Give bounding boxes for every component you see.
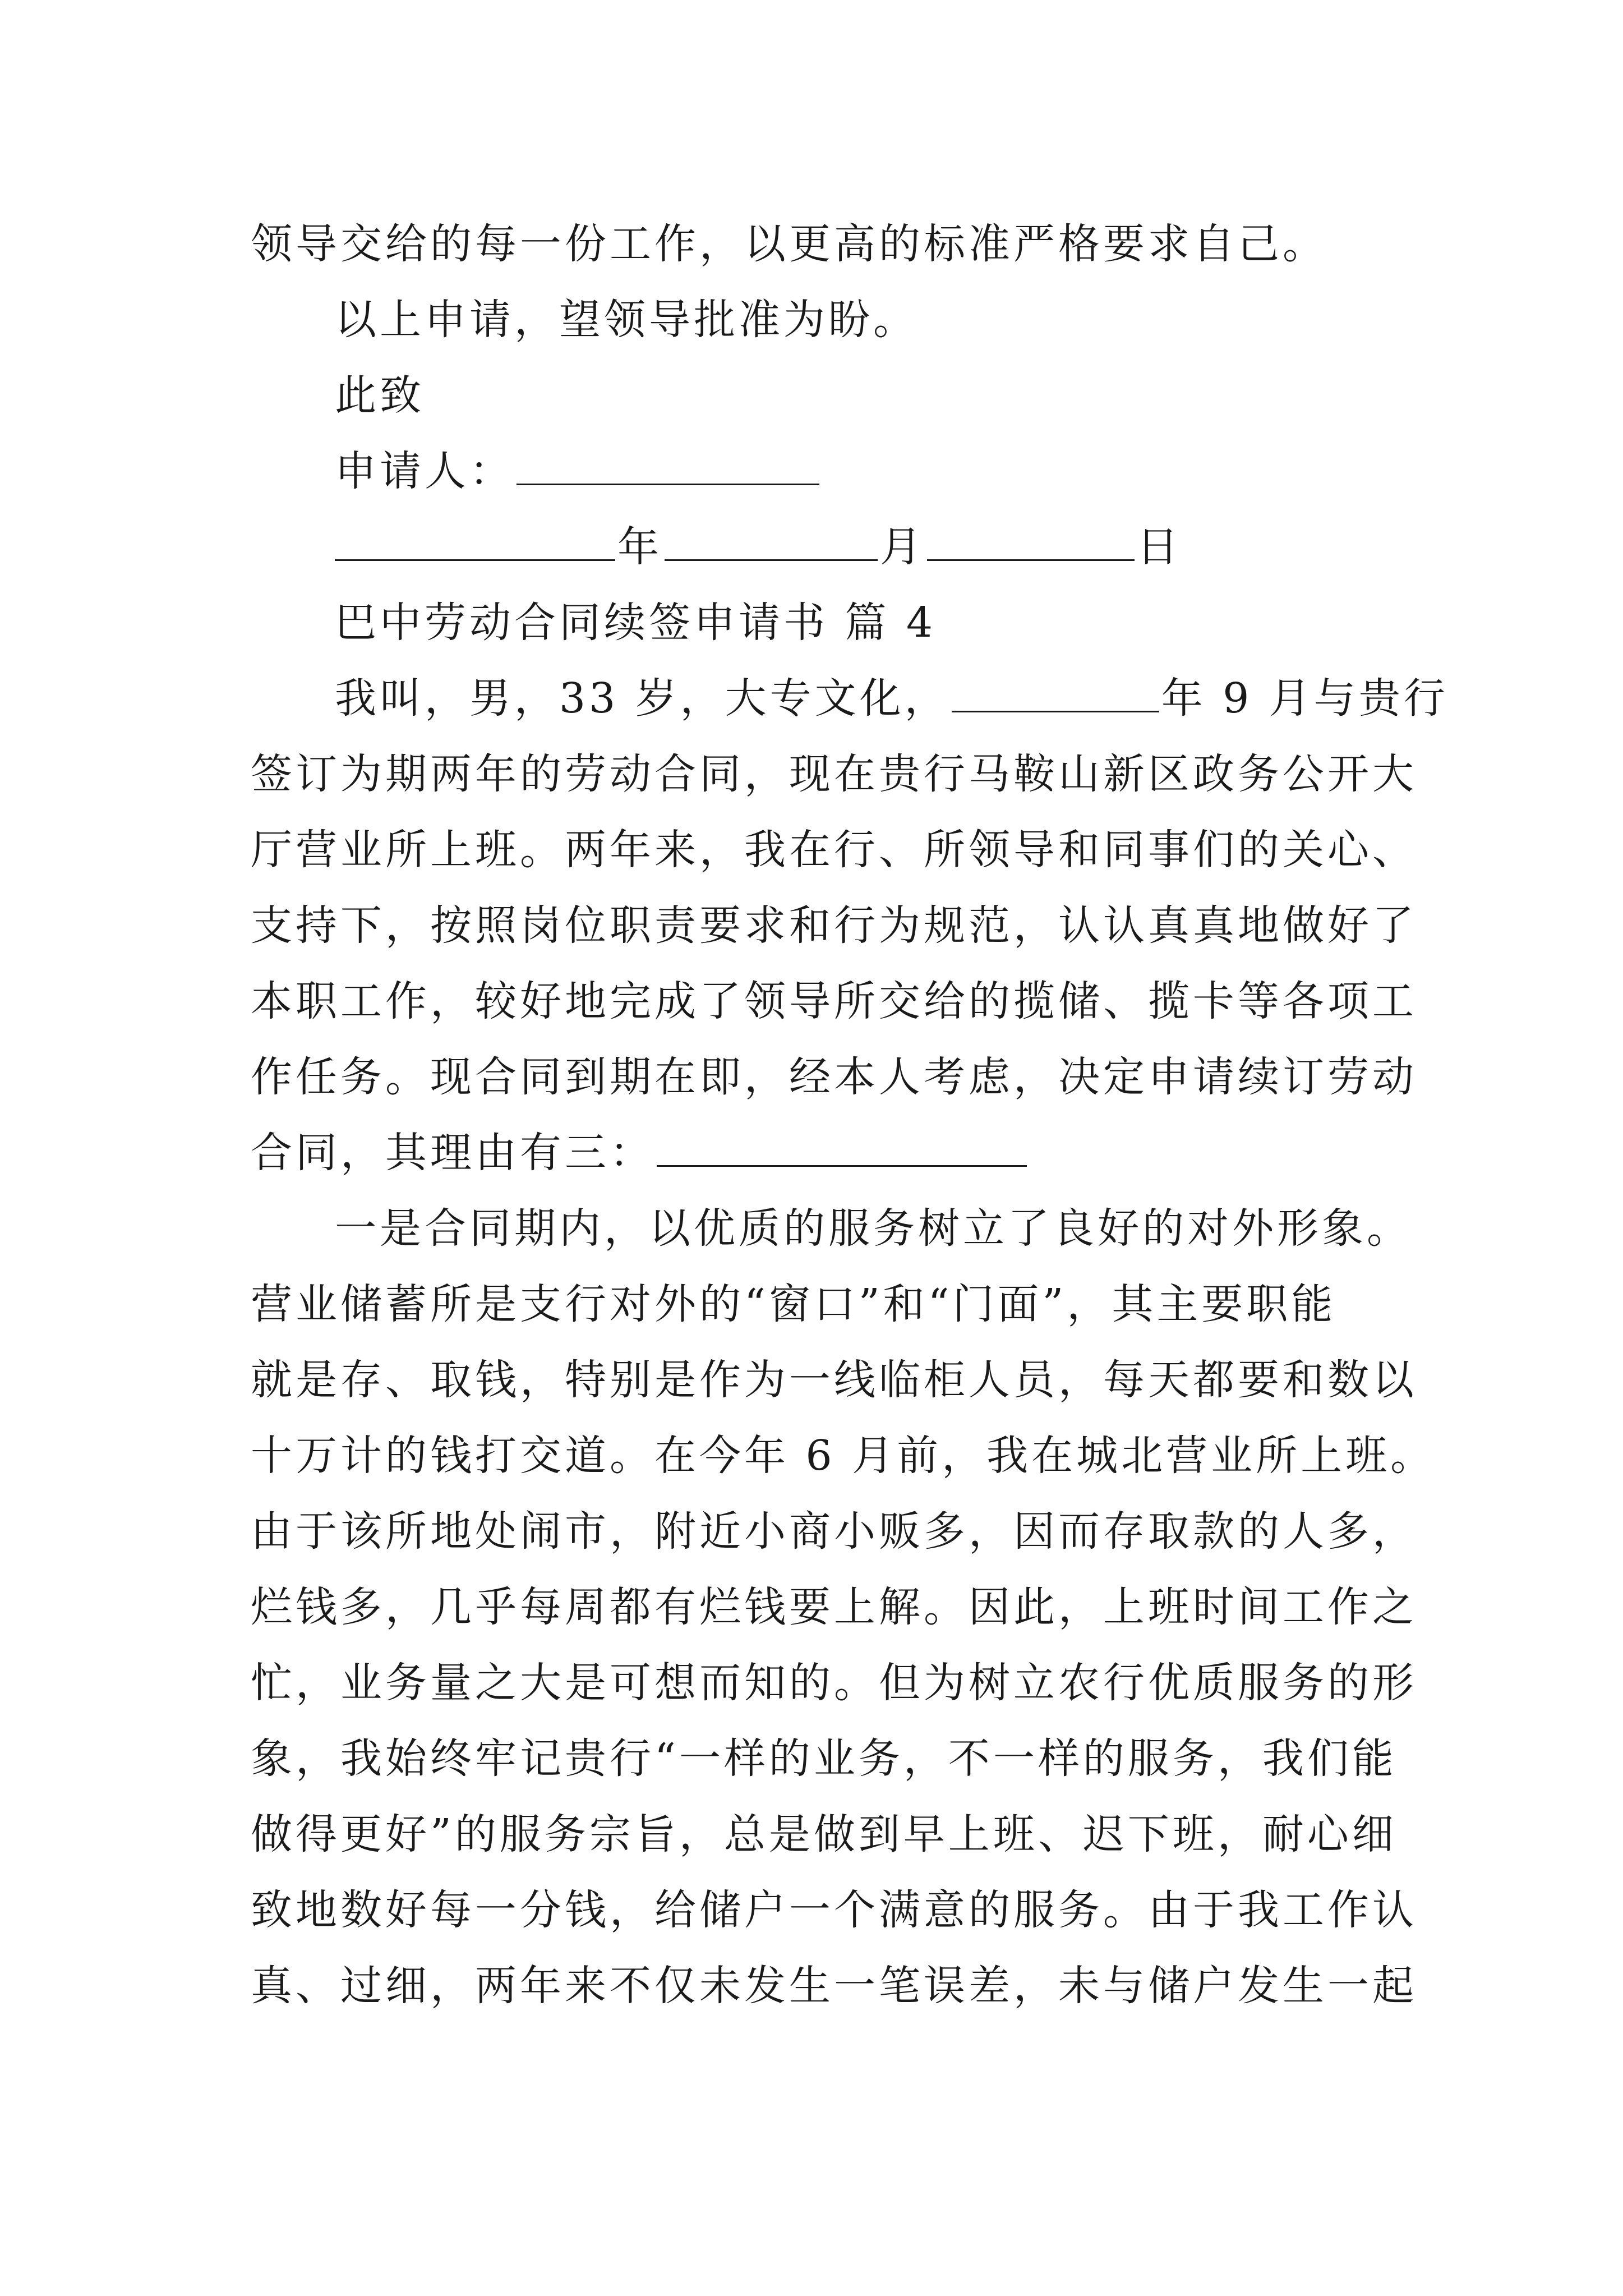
paragraph-line: 本职工作，较好地完成了领导所交给的揽储、揽卡等各项工 [251, 977, 1417, 1025]
paragraph-line: 十万计的钱打交道。在今年 6 月前，我在城北营业所上班。 [251, 1432, 1436, 1480]
paragraph-line: 象，我始终牢记贵行“一样的业务，不一样的服务，我们能 [251, 1734, 1397, 1783]
applicant-label: 申请人： [335, 447, 514, 495]
paragraph-line: 由于该所地处闹市，附近小商小贩多，因而存取款的人多， [251, 1507, 1417, 1556]
date-line [335, 519, 1182, 575]
paragraph-line [335, 670, 1449, 726]
paragraph-line: 领导交给的每一份工作，以更高的标准严格要求自己。 [251, 220, 1327, 268]
month-label: 月 [880, 523, 925, 571]
intro-text: 我叫，男，33 岁，大专文化， [335, 674, 949, 723]
day-blank [927, 520, 1135, 561]
year-blank [335, 520, 615, 561]
paragraph-line: 忙，业务量之大是可想而知的。但为树立农行优质服务的形 [251, 1659, 1417, 1707]
year-label: 年 [617, 523, 662, 571]
salutation-line: 此致 [335, 371, 425, 420]
request-line: 以上申请，望领导批准为盼。 [335, 296, 918, 344]
paragraph-line: 营业储蓄所是支行对外的“窗口”和“门面”，其主要职能 [251, 1280, 1336, 1328]
applicant-line [335, 443, 822, 499]
day-label: 日 [1137, 523, 1182, 571]
reasons-blank [657, 1126, 1027, 1167]
applicant-blank [517, 444, 819, 485]
paragraph-line: 真、过细，两年来不仅未发生一笔误差，未与储户发生一起 [251, 1962, 1417, 2010]
paragraph-line [251, 1125, 1029, 1181]
paragraph-line: 做得更好”的服务宗旨，总是做到早上班、迟下班，耐心细 [251, 1810, 1397, 1858]
paragraph-line: 支持下，按照岗位职责要求和行为规范，认认真真地做好了 [251, 901, 1417, 950]
paragraph-line: 烂钱多，几乎每周都有烂钱要上解。因此，上班时间工作之 [251, 1583, 1417, 1631]
intro-text-cont: 年 9 月与贵行 [1161, 674, 1449, 723]
paragraph-line: 致地数好每一分钱，给储户一个满意的服务。由于我工作认 [251, 1886, 1417, 1934]
reasons-text: 合同，其理由有三： [251, 1129, 654, 1177]
paragraph-line: 就是存、取钱，特别是作为一线临柜人员，每天都要和数以 [251, 1356, 1417, 1404]
paragraph-line: 一是合同期内，以优质的服务树立了良好的对外形象。 [335, 1204, 1412, 1253]
year-blank-inline [952, 671, 1159, 712]
paragraph-line: 厅营业所上班。两年来，我在行、所领导和同事们的关心、 [251, 826, 1417, 874]
paragraph-line: 作任务。现合同到期在即，经本人考虑，决定申请续订劳动 [251, 1053, 1417, 1101]
paragraph-line: 签订为期两年的劳动合同，现在贵行马鞍山新区政务公开大 [251, 750, 1417, 798]
section-heading: 巴中劳动合同续签申请书 篇 4 [335, 599, 937, 647]
month-blank [665, 520, 878, 561]
